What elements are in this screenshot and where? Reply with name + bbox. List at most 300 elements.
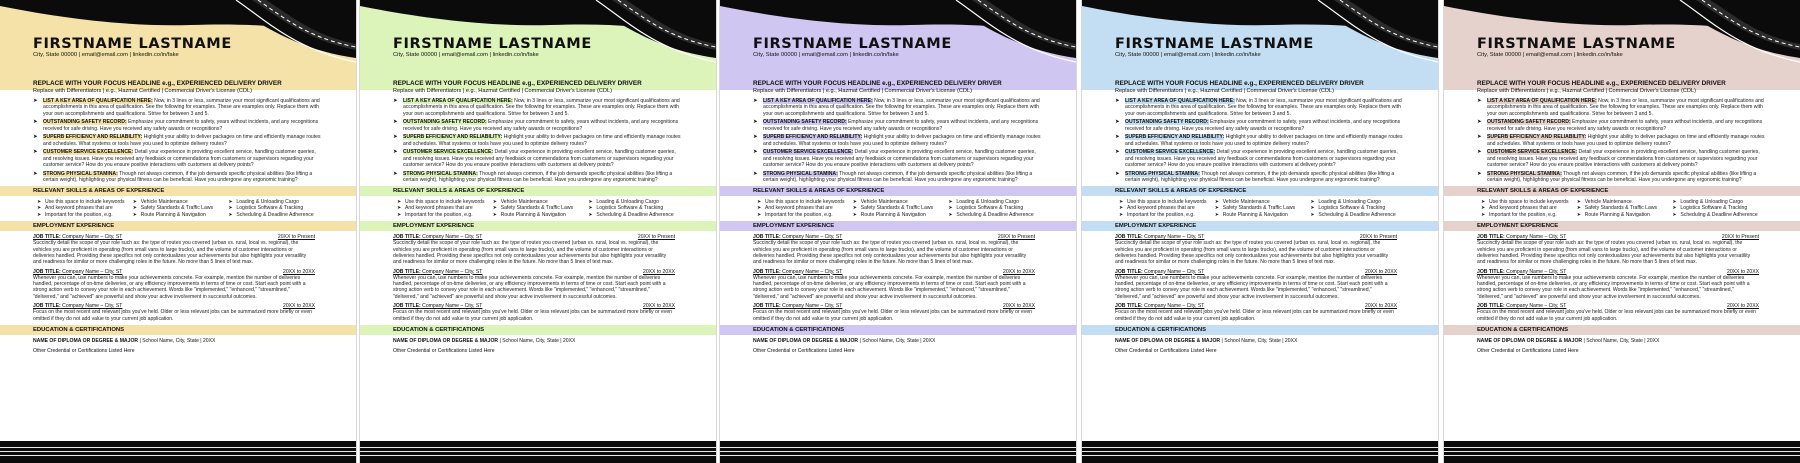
job-company: Company Name – City, ST xyxy=(60,302,123,309)
skills-grid xyxy=(1119,199,1409,218)
qualification-label: LIST A KEY AREA OF QUALIFICATION HERE: xyxy=(43,98,153,104)
resume-body xyxy=(1477,80,1799,354)
qualification-item xyxy=(33,149,321,168)
arrow-bullet-icon: ➤ xyxy=(1310,211,1315,218)
arrow-bullet-icon: ➤ xyxy=(948,199,953,206)
qualification-text: Emphasize your commitment to safety, years without incidents, and any recognitions received for safe driving. Have you received any safety awards or recognitions? xyxy=(403,119,679,132)
skill-text: Logistics Software & Tracking xyxy=(956,205,1024,212)
arrow-bullet-icon: ➤ xyxy=(852,211,858,218)
qualification-label: SUPERB EFFICIENCY AND RELIABILITY: xyxy=(43,134,143,141)
skill-item xyxy=(948,212,1044,218)
job-dates: 20XX to Present xyxy=(277,234,315,241)
job-entry xyxy=(753,234,1035,265)
qualification-text: Highlight your ability to deliver packages on time and efficiently manage routes and schedules. What systems or tools have you used to optimize delivery routes? xyxy=(403,134,681,147)
arrow-bullet-icon: ➤ xyxy=(397,211,402,218)
skills-heading: RELEVANT SKILLS & AREAS OF EXPERIENCE xyxy=(720,186,1076,196)
job-entry xyxy=(33,269,315,300)
skill-text: Important for the position, e.g. xyxy=(765,211,833,218)
skill-item xyxy=(133,212,229,218)
arrow-bullet-icon: ➤ xyxy=(1477,134,1482,141)
job-entry xyxy=(753,303,1035,322)
skill-text: Loading & Unloading Cargo xyxy=(236,199,299,206)
education-heading: EDUCATION & CERTIFICATIONS xyxy=(720,325,1076,335)
education-line xyxy=(753,338,1075,344)
skills-column xyxy=(1119,199,1215,218)
arrow-bullet-icon: ➤ xyxy=(1115,98,1120,104)
skills-heading: RELEVANT SKILLS & AREAS OF EXPERIENCE xyxy=(1444,186,1800,196)
arrow-bullet-icon: ➤ xyxy=(228,205,233,212)
qualification-label: CUSTOMER SERVICE EXCELLENCE: xyxy=(1125,149,1216,156)
qualification-item xyxy=(753,149,1041,168)
degree-name: NAME OF DIPLOMA OR DEGREE & MAJOR xyxy=(1477,337,1583,344)
candidate-name: FIRSTNAME LASTNAME xyxy=(1115,36,1314,52)
job-description: Focus on the most recent and relevant jobs you've held. Older or less relevant jobs can be summarized more briefly or even omitted if they do not add value to your current job application. xyxy=(1477,309,1757,322)
job-description: Whenever you can, use numbers to make your achievements concrete. For example, mention the number of deliveries handled, percentage of on-time deliveries, or any efficiency improvements in terms of time or cost. Start each point with a strong action verb to convey your role in each achievement. Words like "implemented," "enhanced," "streamlined," "delivered," and "achieved" are powerful and show your active involvement in successful outcomes. xyxy=(33,274,306,300)
qualifications-list xyxy=(33,98,355,183)
resume-body xyxy=(393,80,715,354)
arrow-bullet-icon: ➤ xyxy=(753,149,758,156)
qualification-text: Detail your experience in providing excellent service, handling customer queries, and resolving issues. Have you received any feedback or commendations from customers or supervisors regarding your customer service? How do you ensure positive interactions with customers at delivery points? xyxy=(1487,149,1760,168)
skill-text: Route Planning & Navigation xyxy=(1584,211,1650,218)
skills-column xyxy=(37,199,133,218)
qualification-label: LIST A KEY AREA OF QUALIFICATION HERE: xyxy=(403,98,513,104)
arrow-bullet-icon: ➤ xyxy=(588,205,593,212)
qualification-item xyxy=(33,119,321,132)
resume-header xyxy=(0,0,356,90)
skill-text: Logistics Software & Tracking xyxy=(1680,205,1748,212)
arrow-bullet-icon: ➤ xyxy=(33,98,38,104)
qualification-label: SUPERB EFFICIENCY AND RELIABILITY: xyxy=(403,134,503,141)
arrow-bullet-icon: ➤ xyxy=(1214,199,1220,206)
job-dates: 20XX to 20XX xyxy=(282,302,315,309)
qualification-text: Now, in 3 lines or less, summarize your most significant qualifications and accomplishments in this area of qualification. See the following for examples. These are examples only. Replace them with your own accomplishments and qualifications. Strive for between 3 and 5. xyxy=(1125,98,1402,117)
qualification-item xyxy=(1115,171,1403,184)
skill-item xyxy=(228,212,324,218)
road-stripe xyxy=(0,447,356,448)
school-info: | School Name, City, State | 20XX xyxy=(1220,337,1298,344)
skill-text: Vehicle Maintenance xyxy=(860,199,908,206)
job-dates: 20XX to 20XX xyxy=(642,302,675,309)
qualification-label: LIST A KEY AREA OF QUALIFICATION HERE: xyxy=(763,98,873,104)
differentiators-line: Replace with Differentiators | e.g., Hazmat Certified | Commercial Driver's License (CDL) xyxy=(753,88,972,94)
job-description: Focus on the most recent and relevant jobs you've held. Older or less relevant jobs can be summarized more briefly or even omitted if they do not add value to your current job application. xyxy=(393,309,673,322)
qualification-text: Highlight your ability to deliver packages on time and efficiently manage routes and schedules. What systems or tools have you used to optimize delivery routes? xyxy=(43,134,321,147)
school-info: | School Name, City, State | 20XX xyxy=(138,337,216,344)
arrow-bullet-icon: ➤ xyxy=(1481,205,1486,212)
job-dates: 20XX to 20XX xyxy=(642,268,675,275)
education-heading: EDUCATION & CERTIFICATIONS xyxy=(1082,325,1438,335)
resume-page[interactable] xyxy=(360,0,716,463)
skills-column xyxy=(133,199,229,218)
qualification-label: STRONG PHYSICAL STAMINA: xyxy=(43,170,118,177)
arrow-bullet-icon: ➤ xyxy=(1115,149,1120,156)
arrow-bullet-icon: ➤ xyxy=(1477,98,1482,104)
job-dates: 20XX to Present xyxy=(1721,234,1759,241)
job-dates: 20XX to Present xyxy=(637,234,675,241)
job-company: Company Name – City, ST xyxy=(420,268,483,275)
qualification-item xyxy=(1115,98,1403,117)
job-description: Succinctly detail the scope of your role such as: the type of routes you covered (urban vs. rural, local vs. regional), the vehicles you are proficient in operating (from small vans to large trucks), and the volume of customer interactions or deliveries handled. Providing these specifics not only contextualizes your achievements but also highlights your versatility and readiness for similar or more challenging roles in the future. No more than 5 lines of text max. xyxy=(33,240,307,266)
job-entry xyxy=(1477,303,1759,322)
focus-headline: REPLACE WITH YOUR FOCUS HEADLINE e.g., EXPERIENCED DELIVERY DRIVER xyxy=(1115,80,1364,87)
job-company: Company Name – City, ST xyxy=(1142,234,1205,241)
skill-text: Scheduling & Deadline Adherence xyxy=(596,211,674,218)
arrow-bullet-icon: ➤ xyxy=(1576,199,1582,206)
arrow-bullet-icon: ➤ xyxy=(1672,199,1677,206)
job-description: Succinctly detail the scope of your role such as: the type of routes you covered (urban vs. rural, local vs. regional), the vehicles you are proficient in operating (from small vans to large trucks), and the volume of customer interactions or deliveries handled. Providing these specifics not only contextualizes your achievements but also highlights your versatility and readiness for similar or more challenging roles in the future. No more than 5 lines of text max. xyxy=(1477,240,1751,266)
arrow-bullet-icon: ➤ xyxy=(1119,211,1124,218)
skill-text: Use this space to include keywords xyxy=(45,199,125,206)
skill-text: Scheduling & Deadline Adherence xyxy=(236,211,314,218)
skill-item xyxy=(397,212,493,218)
skill-text: And keyword phrases that are xyxy=(1489,205,1557,212)
arrow-bullet-icon: ➤ xyxy=(1115,134,1120,141)
arrow-bullet-icon: ➤ xyxy=(37,199,42,206)
arrow-bullet-icon: ➤ xyxy=(1214,205,1220,212)
arrow-bullet-icon: ➤ xyxy=(948,205,953,212)
skills-grid xyxy=(397,199,687,218)
road-footer-graphic xyxy=(1082,441,1438,463)
skills-grid xyxy=(37,199,327,218)
education-line xyxy=(1115,338,1437,344)
job-dates: 20XX to Present xyxy=(1359,234,1397,241)
skill-text: And keyword phrases that are xyxy=(765,205,833,212)
skill-item xyxy=(1310,212,1406,218)
skill-text: Route Planning & Navigation xyxy=(140,211,206,218)
resume-body xyxy=(33,80,355,354)
qualification-text: Highlight your ability to deliver packages on time and efficiently manage routes and schedules. What systems or tools have you used to optimize delivery routes? xyxy=(1125,134,1403,147)
skill-text: Scheduling & Deadline Adherence xyxy=(1318,211,1396,218)
qualification-item xyxy=(753,98,1041,117)
education-line xyxy=(33,338,355,344)
qualification-label: STRONG PHYSICAL STAMINA: xyxy=(403,170,478,177)
arrow-bullet-icon: ➤ xyxy=(1481,199,1486,206)
skills-column xyxy=(1577,199,1673,218)
qualification-label: SUPERB EFFICIENCY AND RELIABILITY: xyxy=(1487,134,1587,141)
arrow-bullet-icon: ➤ xyxy=(393,134,398,141)
school-info: | School Name, City, State | 20XX xyxy=(1582,337,1660,344)
qualifications-list xyxy=(1477,98,1799,183)
job-title-label: JOB TITLE: xyxy=(393,234,421,241)
arrow-bullet-icon: ➤ xyxy=(1477,119,1482,126)
degree-name: NAME OF DIPLOMA OR DEGREE & MAJOR xyxy=(1115,337,1221,344)
qualification-text: Emphasize your commitment to safety, years without incidents, and any recognitions received for safe driving. Have you received any safety awards or recognitions? xyxy=(763,119,1039,132)
arrow-bullet-icon: ➤ xyxy=(33,134,38,141)
arrow-bullet-icon: ➤ xyxy=(1672,211,1677,218)
certifications-line: Other Credential or Certifications Listed Here xyxy=(33,348,135,355)
skills-column xyxy=(757,199,853,218)
skill-item xyxy=(1481,212,1577,218)
skill-text: Use this space to include keywords xyxy=(405,199,485,206)
skill-text: Route Planning & Navigation xyxy=(500,211,566,218)
road-stripe xyxy=(360,455,716,456)
job-title-label: JOB TITLE: xyxy=(393,268,421,275)
road-stripe xyxy=(1082,455,1438,456)
qualification-text: Though not always common, if the job demands specific physical abilities (like lifting a certain weight), highlighting your physical fitness can be beneficial. Have you undergone any ergonomic training? xyxy=(763,170,1033,183)
job-title-label: JOB TITLE: xyxy=(33,268,61,275)
school-info: | School Name, City, State | 20XX xyxy=(858,337,936,344)
qualification-label: SUPERB EFFICIENCY AND RELIABILITY: xyxy=(1125,134,1225,141)
focus-headline: REPLACE WITH YOUR FOCUS HEADLINE e.g., EXPERIENCED DELIVERY DRIVER xyxy=(753,80,1002,87)
skills-heading: RELEVANT SKILLS & AREAS OF EXPERIENCE xyxy=(1082,186,1438,196)
arrow-bullet-icon: ➤ xyxy=(588,199,593,206)
qualification-item xyxy=(753,134,1041,147)
skill-item xyxy=(1215,212,1311,218)
arrow-bullet-icon: ➤ xyxy=(753,119,758,126)
education-heading: EDUCATION & CERTIFICATIONS xyxy=(0,325,356,335)
arrow-bullet-icon: ➤ xyxy=(397,205,402,212)
arrow-bullet-icon: ➤ xyxy=(492,205,498,212)
qualification-text: Though not always common, if the job demands specific physical abilities (like lifting a certain weight), highlighting your physical fitness can be beneficial. Have you undergone any ergonomic training? xyxy=(43,170,313,183)
job-title-label: JOB TITLE: xyxy=(1115,268,1143,275)
arrow-bullet-icon: ➤ xyxy=(1477,170,1482,177)
job-dates: 20XX to 20XX xyxy=(1364,302,1397,309)
job-description: Whenever you can, use numbers to make your achievements concrete. For example, mention the number of deliveries handled, percentage of on-time deliveries, or any efficiency improvements in terms of time or cost. Start each point with a strong action verb to convey your role in each achievement. Words like "implemented," "enhanced," "streamlined," "delivered," and "achieved" are powerful and show your active involvement in successful outcomes. xyxy=(1115,274,1388,300)
job-company: Company Name – City, ST xyxy=(420,302,483,309)
qualification-item xyxy=(1477,98,1765,117)
skill-item xyxy=(853,212,949,218)
arrow-bullet-icon: ➤ xyxy=(228,211,233,218)
arrow-bullet-icon: ➤ xyxy=(1119,199,1124,206)
resume-page[interactable] xyxy=(1082,0,1438,463)
arrow-bullet-icon: ➤ xyxy=(33,149,38,156)
job-title-label: JOB TITLE: xyxy=(753,302,781,309)
job-description: Whenever you can, use numbers to make your achievements concrete. For example, mention the number of deliveries handled, percentage of on-time deliveries, or any efficiency improvements in terms of time or cost. Start each point with a strong action verb to convey your role in each achievement. Words like "implemented," "enhanced," "streamlined," "delivered," and "achieved" are powerful and show your active involvement in successful outcomes. xyxy=(393,274,666,300)
experience-heading: EMPLOYMENT EXPERIENCE xyxy=(360,221,716,231)
resume-page[interactable] xyxy=(1444,0,1800,463)
job-title-label: JOB TITLE: xyxy=(753,234,781,241)
education-heading: EDUCATION & CERTIFICATIONS xyxy=(1444,325,1800,335)
contact-line: City, State 00000 | email@email.com | linkedin.co/in/fake xyxy=(1477,52,1623,58)
qualification-item xyxy=(393,119,681,132)
qualification-label: STRONG PHYSICAL STAMINA: xyxy=(1125,170,1200,177)
resume-page[interactable] xyxy=(0,0,356,463)
certifications-line: Other Credential or Certifications Listed Here xyxy=(1477,348,1579,355)
job-title-label: JOB TITLE: xyxy=(393,302,421,309)
job-title-label: JOB TITLE: xyxy=(1115,302,1143,309)
qualification-item xyxy=(393,134,681,147)
resume-header xyxy=(1444,0,1800,90)
skills-column xyxy=(1672,199,1768,218)
skill-text: And keyword phrases that are xyxy=(1127,205,1195,212)
skill-text: Logistics Software & Tracking xyxy=(1318,205,1386,212)
job-description: Succinctly detail the scope of your role such as: the type of routes you covered (urban vs. rural, local vs. regional), the vehicles you are proficient in operating (from small vans to large trucks), and the volume of customer interactions or deliveries handled. Providing these specifics not only contextualizes your achievements but also highlights your versatility and readiness for similar or more challenging roles in the future. No more than 5 lines of text max. xyxy=(753,240,1027,266)
job-entry xyxy=(393,269,675,300)
arrow-bullet-icon: ➤ xyxy=(753,134,758,141)
job-description: Whenever you can, use numbers to make your achievements concrete. For example, mention the number of deliveries handled, percentage of on-time deliveries, or any efficiency improvements in terms of time or cost. Start each point with a strong action verb to convey your role in each achievement. Words like "implemented," "enhanced," "streamlined," "delivered," and "achieved" are powerful and show your active involvement in successful outcomes. xyxy=(1477,274,1750,300)
skills-column xyxy=(1310,199,1406,218)
resume-body xyxy=(753,80,1075,354)
resume-header xyxy=(360,0,716,90)
qualification-label: OUTSTANDING SAFETY RECORD: xyxy=(1125,119,1209,126)
qualification-item xyxy=(1477,149,1765,168)
arrow-bullet-icon: ➤ xyxy=(492,211,498,218)
skill-text: Use this space to include keywords xyxy=(1127,199,1207,206)
degree-name: NAME OF DIPLOMA OR DEGREE & MAJOR xyxy=(753,337,859,344)
road-footer-graphic xyxy=(1444,441,1800,463)
arrow-bullet-icon: ➤ xyxy=(132,211,138,218)
skill-text: Safety Standards & Traffic Laws xyxy=(140,205,214,212)
qualification-item xyxy=(753,119,1041,132)
arrow-bullet-icon: ➤ xyxy=(37,211,42,218)
skills-column xyxy=(228,199,324,218)
arrow-bullet-icon: ➤ xyxy=(132,199,138,206)
job-dates: 20XX to 20XX xyxy=(1726,302,1759,309)
resume-body xyxy=(1115,80,1437,354)
job-entry xyxy=(753,269,1035,300)
qualification-label: OUTSTANDING SAFETY RECORD: xyxy=(763,119,847,126)
arrow-bullet-icon: ➤ xyxy=(393,98,398,104)
arrow-bullet-icon: ➤ xyxy=(33,170,38,177)
arrow-bullet-icon: ➤ xyxy=(397,199,402,206)
job-title-label: JOB TITLE: xyxy=(33,302,61,309)
skill-text: Loading & Unloading Cargo xyxy=(956,199,1019,206)
road-footer-graphic xyxy=(720,441,1076,463)
road-stripe xyxy=(0,455,356,456)
job-dates: 20XX to 20XX xyxy=(1364,268,1397,275)
resume-page[interactable] xyxy=(720,0,1076,463)
arrow-bullet-icon: ➤ xyxy=(1115,170,1120,177)
job-company: Company Name – City, ST xyxy=(1504,302,1567,309)
road-footer-graphic xyxy=(0,441,356,463)
qualification-text: Detail your experience in providing excellent service, handling customer queries, and resolving issues. Have you received any feedback or commendations from customers or supervisors regarding your customer service? How do you ensure positive interactions with customers at delivery points? xyxy=(403,149,676,168)
arrow-bullet-icon: ➤ xyxy=(753,170,758,177)
skill-text: Important for the position, e.g. xyxy=(45,211,113,218)
arrow-bullet-icon: ➤ xyxy=(948,211,953,218)
job-title-label: JOB TITLE: xyxy=(753,268,781,275)
skill-text: Scheduling & Deadline Adherence xyxy=(1680,211,1758,218)
road-stripe xyxy=(720,455,1076,456)
skill-item xyxy=(37,212,133,218)
degree-name: NAME OF DIPLOMA OR DEGREE & MAJOR xyxy=(33,337,139,344)
job-company: Company Name – City, ST xyxy=(1504,234,1567,241)
arrow-bullet-icon: ➤ xyxy=(1672,205,1677,212)
qualification-label: OUTSTANDING SAFETY RECORD: xyxy=(43,119,127,126)
certifications-line: Other Credential or Certifications Listed Here xyxy=(753,348,855,355)
certifications-line: Other Credential or Certifications Listed Here xyxy=(393,348,495,355)
skill-item xyxy=(1577,212,1673,218)
job-title-label: JOB TITLE: xyxy=(33,234,61,241)
job-description: Succinctly detail the scope of your role such as: the type of routes you covered (urban vs. rural, local vs. regional), the vehicles you are proficient in operating (from small vans to large trucks), and the volume of customer interactions or deliveries handled. Providing these specifics not only contextualizes your achievements but also highlights your versatility and readiness for similar or more challenging roles in the future. No more than 5 lines of text max. xyxy=(393,240,667,266)
skill-text: And keyword phrases that are xyxy=(45,205,113,212)
job-description: Focus on the most recent and relevant jobs you've held. Older or less relevant jobs can be summarized more briefly or even omitted if they do not add value to your current job application. xyxy=(1115,309,1395,322)
job-description: Focus on the most recent and relevant jobs you've held. Older or less relevant jobs can be summarized more briefly or even omitted if they do not add value to your current job application. xyxy=(753,309,1033,322)
skills-column xyxy=(397,199,493,218)
skills-column xyxy=(1215,199,1311,218)
skill-text: Safety Standards & Traffic Laws xyxy=(500,205,574,212)
skill-item xyxy=(757,212,853,218)
skills-column xyxy=(588,199,684,218)
qualifications-list xyxy=(393,98,715,183)
skills-heading: RELEVANT SKILLS & AREAS OF EXPERIENCE xyxy=(360,186,716,196)
skill-text: Logistics Software & Tracking xyxy=(236,205,304,212)
qualification-item xyxy=(1477,119,1765,132)
qualification-item xyxy=(1115,119,1403,132)
skill-text: Important for the position, e.g. xyxy=(1127,211,1195,218)
job-entry xyxy=(393,303,675,322)
differentiators-line: Replace with Differentiators | e.g., Hazmat Certified | Commercial Driver's License (CDL) xyxy=(1115,88,1334,94)
arrow-bullet-icon: ➤ xyxy=(1119,205,1124,212)
job-description: Succinctly detail the scope of your role such as: the type of routes you covered (urban vs. rural, local vs. regional), the vehicles you are proficient in operating (from small vans to large trucks), and the volume of customer interactions or deliveries handled. Providing these specifics not only contextualizes your achievements but also highlights your versatility and readiness for similar or more challenging roles in the future. No more than 5 lines of text max. xyxy=(1115,240,1389,266)
qualification-item xyxy=(33,171,321,184)
qualification-label: CUSTOMER SERVICE EXCELLENCE: xyxy=(403,149,494,156)
arrow-bullet-icon: ➤ xyxy=(1576,205,1582,212)
qualification-text: Now, in 3 lines or less, summarize your most significant qualifications and accomplishments in this area of qualification. See the following for examples. These are examples only. Replace them with your own accomplishments and qualifications. Strive for between 3 and 5. xyxy=(43,98,320,117)
job-dates: 20XX to 20XX xyxy=(282,268,315,275)
job-company: Company Name – City, ST xyxy=(420,234,483,241)
job-entry xyxy=(1477,234,1759,265)
job-company: Company Name – City, ST xyxy=(1142,302,1205,309)
qualification-item xyxy=(1477,171,1765,184)
job-company: Company Name – City, ST xyxy=(60,268,123,275)
arrow-bullet-icon: ➤ xyxy=(588,211,593,218)
qualification-label: CUSTOMER SERVICE EXCELLENCE: xyxy=(1487,149,1578,156)
road-stripe xyxy=(1444,447,1800,448)
qualification-text: Emphasize your commitment to safety, years without incidents, and any recognitions received for safe driving. Have you received any safety awards or recognitions? xyxy=(43,119,319,132)
education-heading: EDUCATION & CERTIFICATIONS xyxy=(360,325,716,335)
differentiators-line: Replace with Differentiators | e.g., Hazmat Certified | Commercial Driver's License (CDL) xyxy=(33,88,252,94)
focus-headline: REPLACE WITH YOUR FOCUS HEADLINE e.g., EXPERIENCED DELIVERY DRIVER xyxy=(33,80,282,87)
skill-text: Use this space to include keywords xyxy=(765,199,845,206)
job-description: Whenever you can, use numbers to make your achievements concrete. For example, mention the number of deliveries handled, percentage of on-time deliveries, or any efficiency improvements in terms of time or cost. Start each point with a strong action verb to convey your role in each achievement. Words like "implemented," "enhanced," "streamlined," "delivered," and "achieved" are powerful and show your active involvement in successful outcomes. xyxy=(753,274,1026,300)
skill-item xyxy=(1672,212,1768,218)
arrow-bullet-icon: ➤ xyxy=(393,119,398,126)
arrow-bullet-icon: ➤ xyxy=(228,199,233,206)
qualification-text: Emphasize your commitment to safety, years without incidents, and any recognitions received for safe driving. Have you received any safety awards or recognitions? xyxy=(1125,119,1401,132)
skill-text: Use this space to include keywords xyxy=(1489,199,1569,206)
arrow-bullet-icon: ➤ xyxy=(753,98,758,104)
qualification-text: Though not always common, if the job demands specific physical abilities (like lifting a certain weight), highlighting your physical fitness can be beneficial. Have you undergone any ergonomic training? xyxy=(403,170,673,183)
skill-text: Scheduling & Deadline Adherence xyxy=(956,211,1034,218)
job-company: Company Name – City, ST xyxy=(60,234,123,241)
experience-heading: EMPLOYMENT EXPERIENCE xyxy=(1082,221,1438,231)
job-title-label: JOB TITLE: xyxy=(1477,234,1505,241)
road-stripe xyxy=(0,451,356,452)
skill-text: Logistics Software & Tracking xyxy=(596,205,664,212)
arrow-bullet-icon: ➤ xyxy=(1310,199,1315,206)
skills-column xyxy=(493,199,589,218)
skill-text: Important for the position, e.g. xyxy=(1489,211,1557,218)
job-entry xyxy=(33,303,315,322)
candidate-name: FIRSTNAME LASTNAME xyxy=(33,36,232,52)
experience-heading: EMPLOYMENT EXPERIENCE xyxy=(720,221,1076,231)
arrow-bullet-icon: ➤ xyxy=(1576,211,1582,218)
job-company: Company Name – City, ST xyxy=(1504,268,1567,275)
skills-column xyxy=(1481,199,1577,218)
skill-text: Vehicle Maintenance xyxy=(500,199,548,206)
job-title-label: JOB TITLE: xyxy=(1477,302,1505,309)
differentiators-line: Replace with Differentiators | e.g., Hazmat Certified | Commercial Driver's License (CDL) xyxy=(1477,88,1696,94)
qualification-item xyxy=(393,149,681,168)
job-company: Company Name – City, ST xyxy=(780,234,843,241)
job-entry xyxy=(1477,269,1759,300)
qualification-label: OUTSTANDING SAFETY RECORD: xyxy=(403,119,487,126)
job-title-label: JOB TITLE: xyxy=(1115,234,1143,241)
differentiators-line: Replace with Differentiators | e.g., Hazmat Certified | Commercial Driver's License (CDL) xyxy=(393,88,612,94)
skill-item xyxy=(1119,212,1215,218)
road-stripe xyxy=(720,451,1076,452)
qualification-text: Emphasize your commitment to safety, years without incidents, and any recognitions received for safe driving. Have you received any safety awards or recognitions? xyxy=(1487,119,1763,132)
job-entry xyxy=(1115,303,1397,322)
job-entry xyxy=(1115,234,1397,265)
arrow-bullet-icon: ➤ xyxy=(393,149,398,156)
skill-text: And keyword phrases that are xyxy=(405,205,473,212)
skill-item xyxy=(493,212,589,218)
certifications-line: Other Credential or Certifications Listed Here xyxy=(1115,348,1217,355)
qualification-text: Highlight your ability to deliver packages on time and efficiently manage routes and schedules. What systems or tools have you used to optimize delivery routes? xyxy=(763,134,1041,147)
arrow-bullet-icon: ➤ xyxy=(1214,211,1220,218)
arrow-bullet-icon: ➤ xyxy=(132,205,138,212)
